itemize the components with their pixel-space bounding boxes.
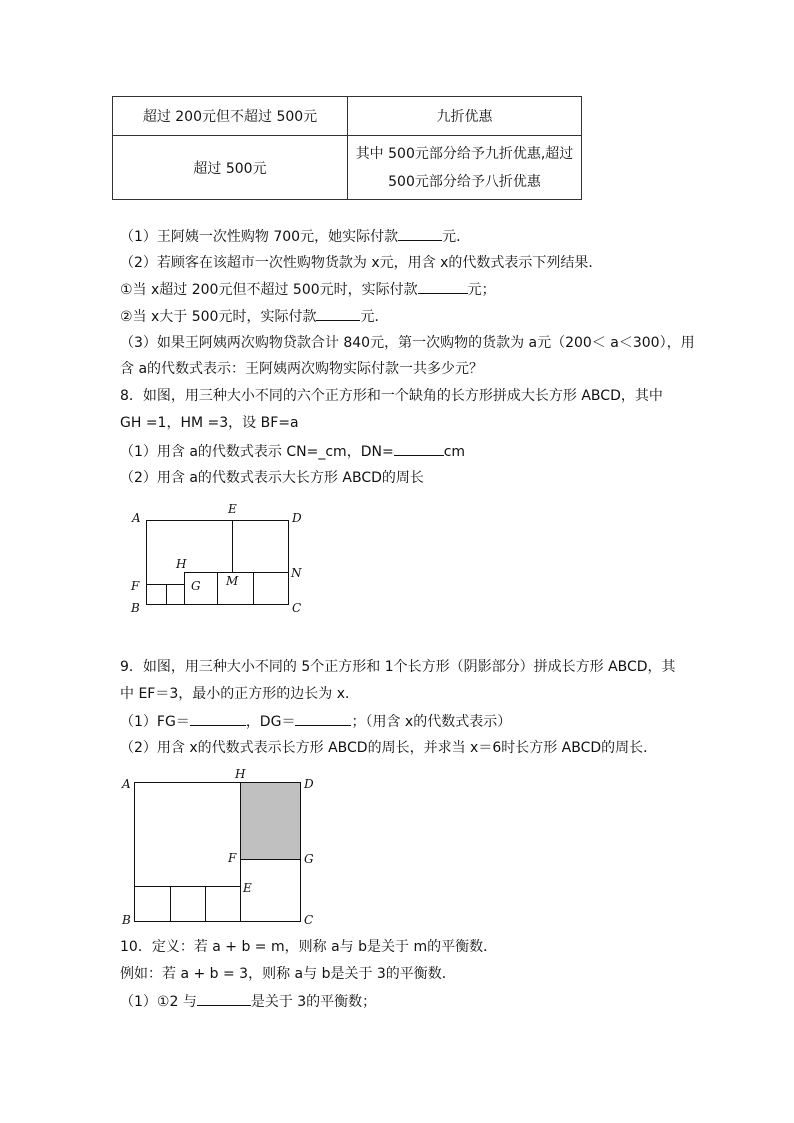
label-a: A xyxy=(132,511,141,525)
text: ；（用含 x的代数式表示） xyxy=(351,714,512,730)
text: ，DG＝ xyxy=(245,714,296,730)
text: 元； xyxy=(467,282,496,298)
text: 是关于 3的平衡数； xyxy=(250,994,377,1010)
q9-part2: （2）用含 x的代数式表示长方形 ABCD的周长，并求当 x＝6时长方形 ABCD的周长． xyxy=(120,740,658,756)
q9-part1 xyxy=(120,711,511,732)
label-e: E xyxy=(228,502,237,516)
table-cell xyxy=(348,136,582,200)
text: （1）用含 a的代数式表示 CN=_cm，DN= xyxy=(120,444,394,460)
table-cell-line: 其中 500元部分给予九折优惠,超过 xyxy=(355,145,574,162)
q7-part3-line2: 含 a的代数式表示：王阿姨两次购物实际付款一共多少元？ xyxy=(120,361,484,377)
text: （1）王阿姨一次性购物 700元，她实际付款 xyxy=(120,229,399,245)
text: cm xyxy=(443,444,466,460)
answer-blank xyxy=(398,226,442,241)
q7-part1 xyxy=(120,226,470,247)
table-row xyxy=(113,136,582,200)
q10-part1 xyxy=(120,991,376,1012)
label-m: M xyxy=(226,574,239,588)
discount-table xyxy=(112,96,582,200)
label-e: E xyxy=(243,881,252,895)
answer-blank xyxy=(316,306,360,321)
text: 元． xyxy=(442,229,471,245)
q7-sub1 xyxy=(120,279,496,300)
label-a: A xyxy=(122,777,131,791)
table-cell: 超过 500元 xyxy=(113,136,348,200)
answer-blank xyxy=(418,279,468,294)
q7-part2: （2）若顾客在该超市一次性购物货款为 x元，用含 x的代数式表示下列结果． xyxy=(120,255,603,271)
q8-stem-line2: GH =1，HM =3，设 BF=a xyxy=(120,415,299,431)
q8-figure xyxy=(120,500,320,620)
text: ②当 x大于 500元时，实际付款 xyxy=(120,309,317,325)
q9-stem-line2: 中 EF＝3，最小的正方形的边长为 x． xyxy=(120,686,359,702)
q10-definition: 10．定义：若 a + b = m，则称 a与 b是关于 m的平衡数． xyxy=(120,939,498,955)
label-d: D xyxy=(292,511,302,525)
text: （1）FG＝ xyxy=(120,714,190,730)
q7-part3-line1: （3）如果王阿姨两次购物贷款合计 840元，第一次购物的货款为 a元（200＜ a＜300），用 xyxy=(120,335,695,351)
q8-part2: （2）用含 a的代数式表示大长方形 ABCD的周长 xyxy=(120,470,424,486)
label-b: B xyxy=(131,601,140,615)
shaded-rectangle xyxy=(241,782,301,859)
label-b: B xyxy=(122,913,131,927)
q10-example: 例如：若 a + b = 3，则称 a与 b是关于 3的平衡数． xyxy=(120,966,456,982)
label-h: H xyxy=(176,557,187,571)
label-f: F xyxy=(131,579,140,593)
label-g: G xyxy=(304,852,314,866)
label-h: H xyxy=(235,767,246,781)
table-row xyxy=(113,97,582,136)
label-d: D xyxy=(304,777,314,791)
table-cell: 超过 200元但不超过 500元 xyxy=(113,97,348,136)
answer-blank xyxy=(190,711,246,726)
q8-stem-line1: 8．如图，用三种大小不同的六个正方形和一个缺角的长方形拼成大长方形 ABCD，其中 xyxy=(120,388,663,404)
text: ①当 x超过 200元但不超过 500元时，实际付款 xyxy=(120,282,418,298)
q8-part1 xyxy=(120,441,465,462)
answer-blank xyxy=(394,441,444,456)
text: （1）①2 与 xyxy=(120,994,197,1010)
label-g: G xyxy=(191,579,201,593)
answer-blank xyxy=(197,991,251,1006)
q7-sub2 xyxy=(120,306,388,327)
q9-stem-line1: 9．如图，用三种大小不同的 5个正方形和 1个长方形（阴影部分）拼成长方形 ABCD，其 xyxy=(120,659,676,675)
label-n: N xyxy=(291,566,302,580)
table-cell-line: 500元部分给予八折优惠 xyxy=(388,173,541,190)
text: 元． xyxy=(360,309,389,325)
label-c: C xyxy=(292,601,302,615)
answer-blank xyxy=(295,711,351,726)
label-f: F xyxy=(228,851,237,865)
table-cell: 九折优惠 xyxy=(348,97,582,136)
label-c: C xyxy=(304,913,314,927)
q9-figure xyxy=(118,766,328,930)
